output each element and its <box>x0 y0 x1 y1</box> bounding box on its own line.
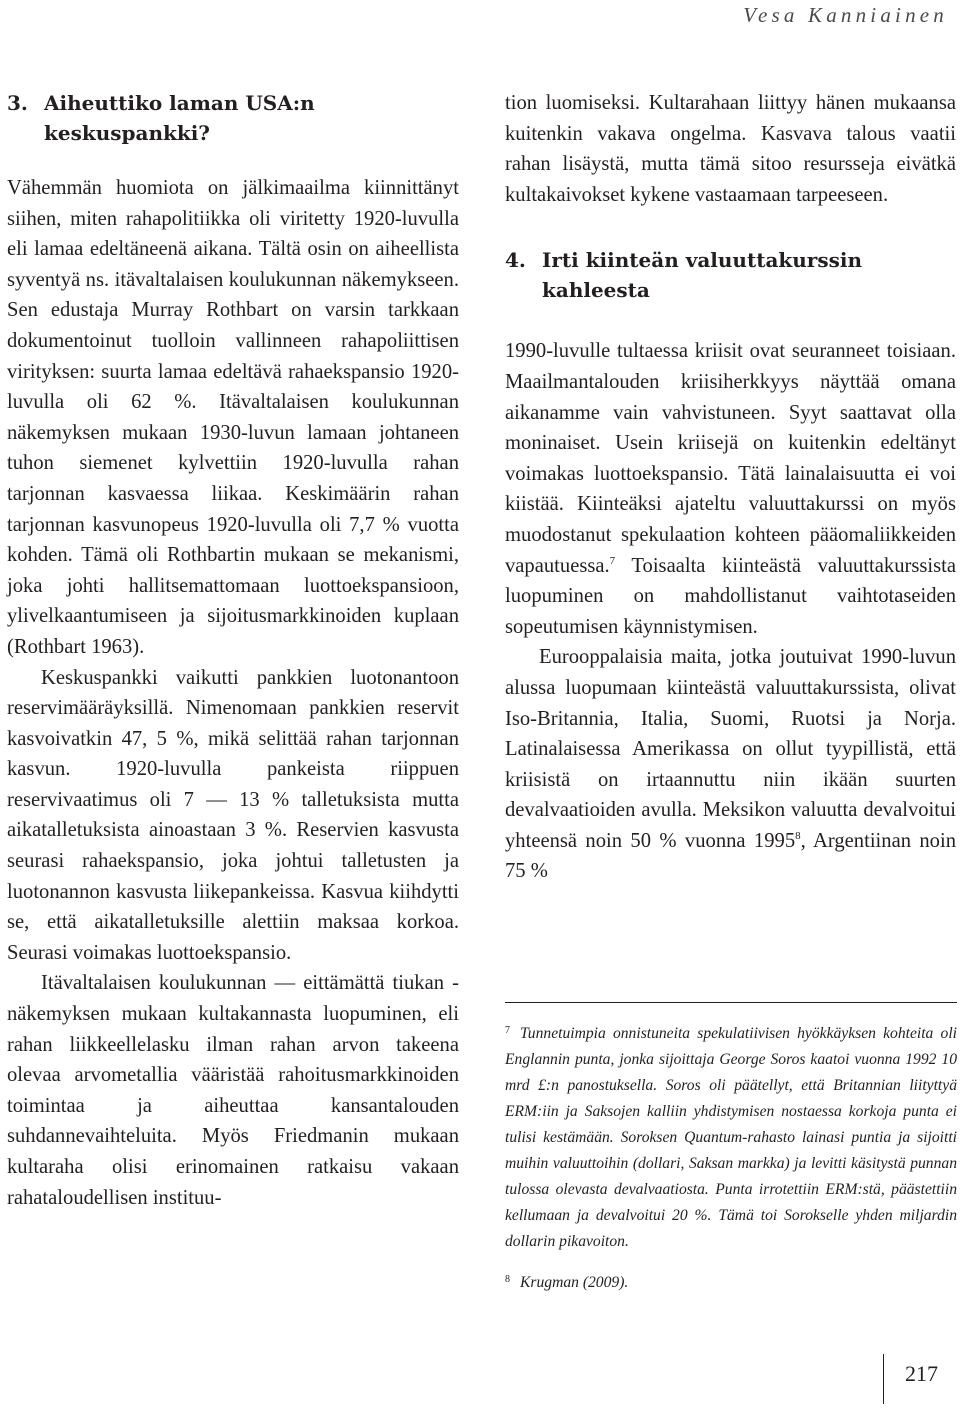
paragraph: 1990-luvulle tultaessa kriisit ovat seuranneet toisiaan. Maailmantalouden kriisiherkkyys näyttää omana aikanamme vain vahvistuneen. Syyt saattavat olla moninaiset. Usein kriisejä on kuitenkin edeltänyt voimakas luottoekspansio. Tätä lainalaisuutta ei voi kiistää. Kiinteäksi ajateltu valuuttakurssi on myös muodostanut spekulaation kohteen pääomaliikkeiden vapautuessa.$^7$ Toisaalta kiinteästä valuuttakurssista luopuminen on mahdollistanut vaihtotaseiden sopeutumisen käynnistymisen. <box>505 340 956 638</box>
section-heading-3 <box>7 88 459 148</box>
footnote-ref: 7 <box>609 554 616 567</box>
page-number-divider <box>883 1354 884 1404</box>
footnote-divider <box>505 1002 957 1003</box>
running-head: Vesa Kanniainen <box>743 3 948 27</box>
section-title: Irti kiinteän valuuttakurssin kahleesta <box>542 248 862 303</box>
footnote-number: 7 <box>505 1025 510 1036</box>
section-number: 3. <box>7 91 28 115</box>
right-column <box>505 88 956 887</box>
section-title: Aiheuttiko laman USA:n keskuspankki? <box>44 91 315 145</box>
paragraph: Vähemmän huomiota on jälkimaailma kiinnittänyt siihen, miten rahapolitiikka oli viritetty 1920-luvulla eli lamaa edeltäneenä aikana. Tältä osin on aiheellista syventyä ns. itävaltalaisen koulukunnan näkemykseen. Sen edustaja Murray Rothbart on varsin tarkkaan dokumentoinut tuolloin vallinneen rahapoliittisen virityksen: suurta lamaa edeltävä rahaekspansio 1920-luvulla oli 62 %. Itävaltalaisen koulukunnan näkemyksen mukaan 1930-luvun lamaan johtaneen tuhon siemenet kylvettiin 1920-luvulla rahan tarjonnan kasvaessa liikaa. Keskimäärin rahan tarjonnan kasvunopeus 1920-luvulla oli 7,7 % vuotta kohden. Tämä oli Rothbartin mukaan se mekanismi, joka johti hallitsemattomaan luottoekspansioon, ylivelkaantumiseen ja sijoitusmarkkinoiden kuplaan (Rothbart 1963). <box>7 177 459 658</box>
paragraph-continuation: tion luomiseksi. Kultarahaan liittyy hänen mukaansa kuitenkin vakava ongelma. Kasvava talous vaatii rahan lisäystä, mutta tämä sitoo resursseja eivätkä kultakaivokset kykene vastaamaan tarpeeseen. <box>505 92 956 206</box>
footnote-number: 8 <box>505 1274 510 1285</box>
paragraph: Keskuspankki vaikutti pankkien luotonantoon reservimääräyksillä. Nimenomaan pankkien reservit kasvoivatkin 47, 5 %, mikä selittää rahan tarjonnan kasvun. 1920-luvulla pankeista riippuen reservivaatimus oli 7 — 13 % talletuksista mutta aikatalletuksista ainoastaan 3 %. Reservien kasvusta seurasi rahaekspansio, joka johtui talletusten ja luotonannon kasvusta liikepankeissa. Kasvua kiihdytti se, että aikatalletuksille alettiin maksaa korkoa. Seurasi voimakas luottoekspansio. <box>7 666 459 964</box>
paragraph: Itävaltalaisen koulukunnan — eittämättä tiukan - näkemyksen mukaan kultakannasta luopuminen, eli rahan liikkeellelasku ilman rahan arvon takeena olevaa arvometallia vääristää rahoitusmarkkinoiden toimintaa ja aiheuttaa kansantalouden suhdannevaihteluita. Myös Friedmanin mukaan kultaraha olisi erinomainen ratkaisu vakaan rahataloudellisen instituu- <box>7 972 459 1209</box>
section-number: 4. <box>505 248 526 273</box>
paragraph: Eurooppalaisia maita, jotka joutuivat 1990-luvun alussa luopumaan kiinteästä valuuttakurssista, olivat Iso-Britannia, Italia, Suomi, Ruotsi ja Norja. Latinalaisessa Amerikassa on ollut tyypillistä, että kriisistä on irtaannuttu niin ikään suurten devalvaatioiden avulla. Meksikon valuutta devalvoitui yhteensä noin 50 % vuonna 1995$^8$, Argentiinan noin 75 % <box>505 646 956 883</box>
footnotes <box>505 1018 957 1308</box>
footnote <box>505 1018 957 1255</box>
footnote-text: Tunnetuimpia onnistuneita spekulatiivisen hyökkäyksen kohteita oli Englannin punta, jonka sijoittaja George Soros kaatoi vuonna 1992 10 mrd £:n panostuksella. Soros oli päätellyt, että Britannian liityttyä ERM:iin ja Saksojen kalliin yhdistymisen nostaessa korkoja punta ei tulisi kestämään. Soroksen Quantum-rahasto lainasi puntia ja sijoitti muihin valuuttoihin (dollari, Saksan markka) ja levitti käsitystä punnan tulossa olevasta devalvaatiosta. Punta irrotettiin ERM:stä, päästettiin kellumaan ja devalvoitui 20 %. Tämä toi Sorokselle yhden miljardin dollarin pikavoiton. <box>505 1025 957 1250</box>
section-heading-4 <box>505 245 956 305</box>
footnote-text: Krugman (2009). <box>520 1274 629 1291</box>
page-number: 217 <box>905 1361 938 1386</box>
footnote <box>505 1267 957 1296</box>
left-column <box>7 88 459 1213</box>
footnote-ref: 8 <box>795 829 801 842</box>
